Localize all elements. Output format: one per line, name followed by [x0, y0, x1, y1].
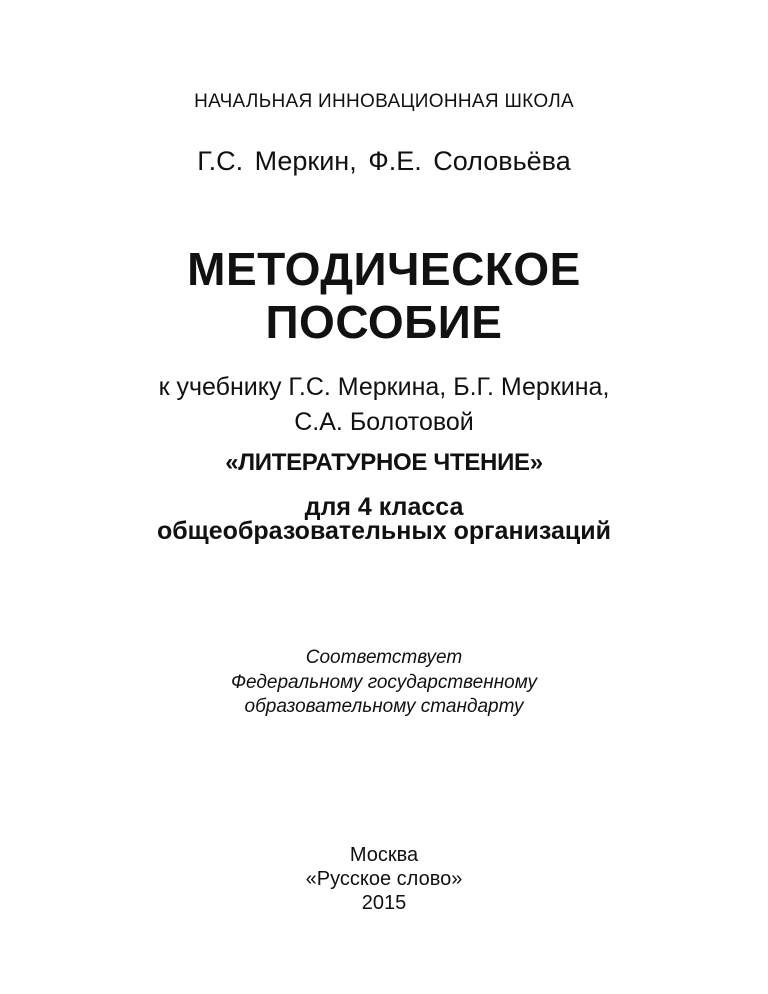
subtitle-line-2: С.А. Болотовой: [294, 408, 474, 436]
grade-line-1: для 4 класса: [304, 493, 464, 521]
publisher-name: «Русское слово»: [305, 868, 463, 890]
standard-line-2: Федеральному государственному: [230, 672, 538, 693]
publisher-city: Москва: [349, 844, 419, 866]
book-title-line-2: ПОСОБИЕ: [265, 296, 503, 348]
grade-line-2: общеобразовательных организаций: [156, 517, 612, 545]
book-title-line-1: МЕТОДИЧЕСКОЕ: [187, 243, 581, 295]
publication-year: 2015: [361, 892, 407, 914]
subtitle-line-1: к учебнику Г.С. Меркина, Б.Г. Меркина,: [158, 373, 610, 401]
standard-line-3: образовательному стандарту: [244, 696, 524, 717]
standard-line-1: Соответствует: [305, 647, 463, 668]
authors: Г.С. Меркин, Ф.Е. Соловьёва: [197, 146, 571, 176]
series-name: НАЧАЛЬНАЯ ИННОВАЦИОННАЯ ШКОЛА: [194, 91, 574, 112]
textbook-name: «ЛИТЕРАТУРНОЕ ЧТЕНИЕ»: [225, 449, 543, 476]
